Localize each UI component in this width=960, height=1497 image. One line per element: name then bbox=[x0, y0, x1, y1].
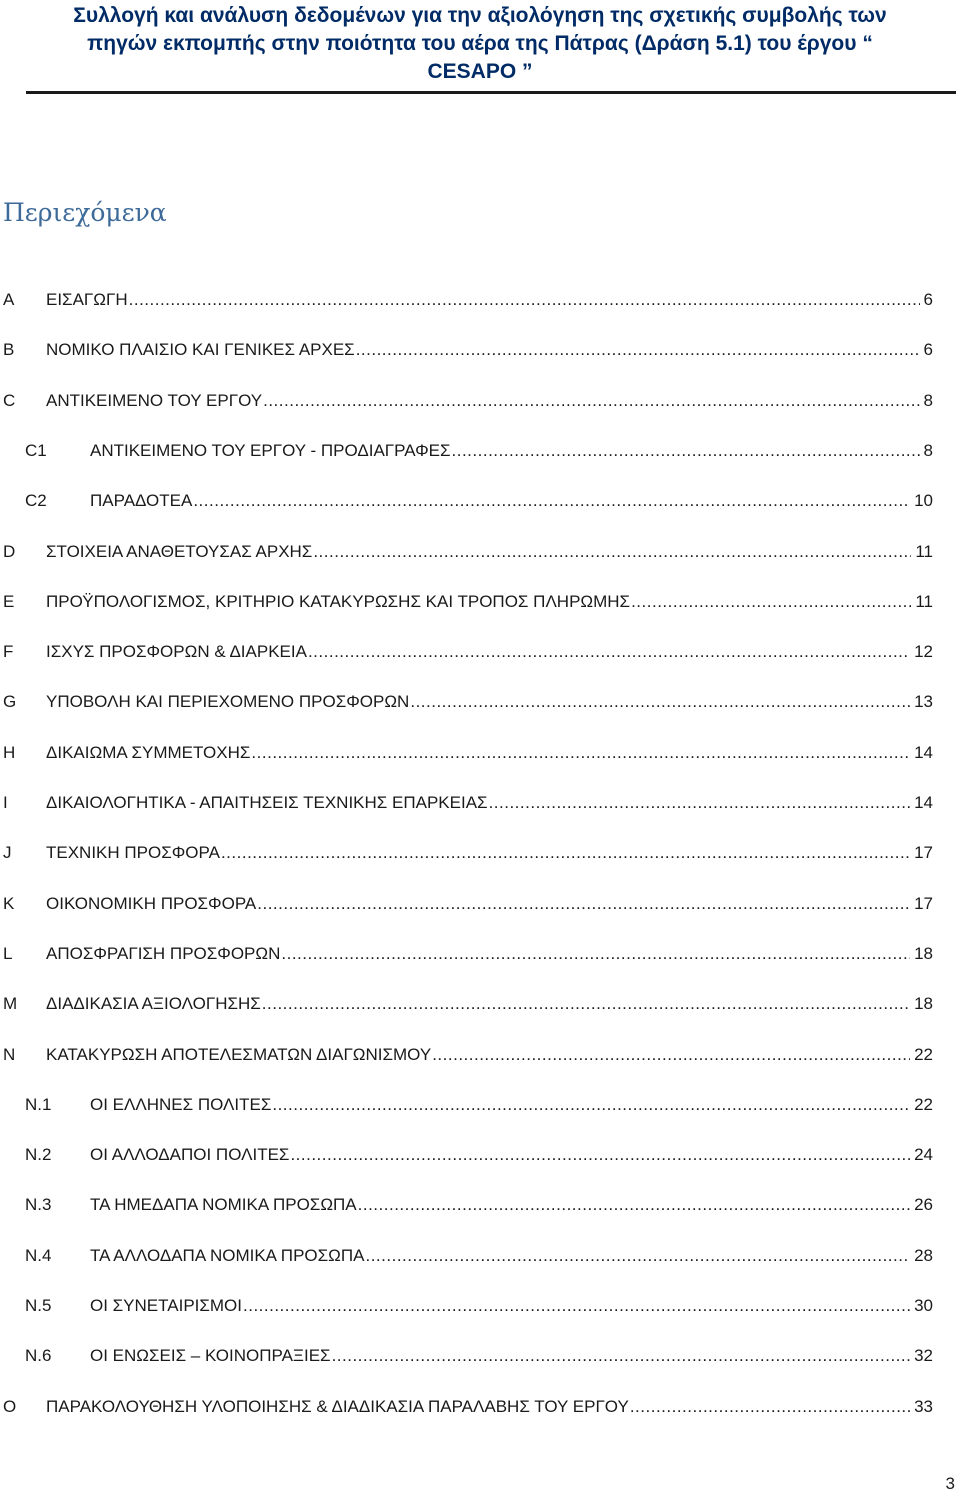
toc-entry-line bbox=[90, 1244, 933, 1268]
toc-dot-leader bbox=[630, 1395, 910, 1419]
toc-dot-leader bbox=[313, 540, 911, 564]
toc-entry-page-number: 22 bbox=[914, 1045, 933, 1064]
toc-entry-page-number: 18 bbox=[914, 994, 933, 1013]
toc-entry-code: N.1 bbox=[25, 1095, 52, 1114]
toc-entry-line bbox=[90, 1344, 933, 1368]
toc-entry-code: C bbox=[3, 391, 16, 410]
toc-entry-code: N bbox=[3, 1045, 16, 1064]
toc-entry-title: ΤΑ ΑΛΛΟΔΑΠΑ ΝΟΜΙΚΑ ΠΡΟΣΩΠΑ bbox=[90, 1246, 365, 1265]
toc-entry-code: D bbox=[3, 542, 16, 561]
toc-entry[interactable] bbox=[0, 690, 960, 714]
toc-entry[interactable] bbox=[0, 1143, 960, 1167]
toc-entry-title: ΟΙ ΑΛΛΟΔΑΠΟΙ ΠΟΛΙΤΕΣ bbox=[90, 1145, 290, 1164]
toc-entry-title: ΙΣΧΥΣ ΠΡΟΣΦΟΡΩΝ & ΔΙΑΡΚΕΙΑ bbox=[46, 642, 307, 661]
toc-entry-line bbox=[46, 640, 933, 664]
toc-entry[interactable] bbox=[0, 640, 960, 664]
toc-entry-title: ΑΠΟΣΦΡΑΓΙΣΗ ΠΡΟΣΦΟΡΩΝ bbox=[46, 944, 281, 963]
toc-dot-leader bbox=[452, 439, 920, 463]
toc-entry-page-number: 32 bbox=[914, 1346, 933, 1365]
toc-entry-code: B bbox=[3, 340, 15, 359]
toc-entry-line bbox=[46, 1395, 933, 1419]
toc-dot-leader bbox=[257, 892, 910, 916]
toc-entry-code: O bbox=[3, 1397, 17, 1416]
toc-dot-leader bbox=[358, 1193, 910, 1217]
toc-dot-leader bbox=[129, 288, 920, 312]
toc-dot-leader bbox=[193, 489, 910, 513]
toc-entry-title: ΤΕΧΝΙΚΗ ΠΡΟΣΦΟΡΑ bbox=[46, 843, 220, 862]
toc-entry[interactable] bbox=[0, 338, 960, 362]
toc-entry-page-number: 30 bbox=[914, 1296, 933, 1315]
toc-entry-code: N.6 bbox=[25, 1346, 52, 1365]
toc-entry-line bbox=[46, 992, 933, 1016]
toc-entry[interactable] bbox=[0, 741, 960, 765]
toc-entry-page-number: 6 bbox=[923, 290, 933, 309]
toc-dot-leader bbox=[272, 1093, 910, 1117]
toc-entry-code: F bbox=[3, 642, 14, 661]
document-title-line-3: CESAPO ” bbox=[427, 60, 533, 83]
toc-entry[interactable] bbox=[0, 841, 960, 865]
toc-entry-code: M bbox=[3, 994, 18, 1013]
toc-entry-title: ΠΡΟΫΠΟΛΟΓΙΣΜΟΣ, ΚΡΙΤΗΡΙΟ ΚΑΤΑΚΥΡΩΣΗΣ ΚΑΙ ΤΡΟΠΟΣ ΠΛΗΡΩΜΗΣ bbox=[46, 592, 631, 611]
toc-entry-code: E bbox=[3, 592, 15, 611]
toc-dot-leader bbox=[631, 590, 911, 614]
toc-entry-title: ΝΟΜΙΚΟ ΠΛΑΙΣΙΟ ΚΑΙ ΓΕΝΙΚΕΣ ΑΡΧΕΣ bbox=[46, 340, 355, 359]
toc-entry-page-number: 10 bbox=[914, 491, 933, 510]
toc-entry-title: ΔΙΚΑΙΟΛΟΓΗΤΙΚΑ - ΑΠΑΙΤΗΣΕΙΣ ΤΕΧΝΙΚΗΣ ΕΠΑΡΚΕΙΑΣ bbox=[46, 793, 488, 812]
toc-entry-title: ΟΙ ΕΛΛΗΝΕΣ ΠΟΛΙΤΕΣ bbox=[90, 1095, 272, 1114]
toc-entry-line bbox=[90, 1143, 933, 1167]
toc-entry-line bbox=[90, 1193, 933, 1217]
toc-entry-title: ΤΑ ΗΜΕΔΑΠΑ ΝΟΜΙΚΑ ΠΡΟΣΩΠΑ bbox=[90, 1195, 357, 1214]
toc-entry[interactable] bbox=[0, 389, 960, 413]
toc-entry[interactable] bbox=[0, 1395, 960, 1419]
toc-entry-code: N.2 bbox=[25, 1145, 52, 1164]
toc-entry-code: N.3 bbox=[25, 1195, 52, 1214]
toc-dot-leader bbox=[489, 791, 911, 815]
toc-dot-leader bbox=[290, 1143, 910, 1167]
toc-entry-page-number: 24 bbox=[914, 1145, 933, 1164]
toc-entry-line bbox=[46, 690, 933, 714]
toc-entry[interactable] bbox=[0, 1344, 960, 1368]
toc-entry-code: J bbox=[3, 843, 12, 862]
toc-entry-page-number: 22 bbox=[914, 1095, 933, 1114]
toc-entry-line bbox=[46, 892, 933, 916]
toc-entry-page-number: 11 bbox=[915, 542, 933, 561]
toc-entry[interactable] bbox=[0, 288, 960, 312]
toc-dot-leader bbox=[281, 942, 910, 966]
document-title-line-1: Συλλογή και ανάλυση δεδομένων για την αξιολόγηση της σχετικής συμβολής των bbox=[73, 4, 887, 27]
toc-entry-code: N.4 bbox=[25, 1246, 52, 1265]
toc-entry-line bbox=[90, 489, 933, 513]
toc-entry-page-number: 28 bbox=[914, 1246, 933, 1265]
toc-entry[interactable] bbox=[0, 892, 960, 916]
toc-entry-line bbox=[46, 791, 933, 815]
toc-entry-line bbox=[46, 841, 933, 865]
toc-entry-title: ΔΙΑΔΙΚΑΣΙΑ ΑΞΙΟΛΟΓΗΣΗΣ bbox=[46, 994, 261, 1013]
toc-entry-title: ΑΝΤΙΚΕΙΜΕΝΟ ΤΟΥ ΕΡΓΟΥ - ΠΡΟΔΙΑΓΡΑΦΕΣ bbox=[90, 441, 451, 460]
toc-entry-code: G bbox=[3, 692, 17, 711]
toc-dot-leader bbox=[308, 640, 910, 664]
toc-entry-page-number: 14 bbox=[914, 743, 933, 762]
toc-entry[interactable] bbox=[0, 1244, 960, 1268]
document-title-line-2: πηγών εκπομπής στην ποιότητα του αέρα της Πάτρας (Δράση 5.1) του έργου “ bbox=[87, 32, 873, 55]
toc-dot-leader bbox=[251, 741, 910, 765]
toc-dot-leader bbox=[365, 1244, 910, 1268]
toc-entry-title: ΑΝΤΙΚΕΙΜΕΝΟ ΤΟΥ ΕΡΓΟΥ bbox=[46, 391, 263, 410]
toc-entry-page-number: 13 bbox=[914, 692, 933, 711]
toc-entry[interactable] bbox=[0, 1294, 960, 1318]
toc-entry[interactable] bbox=[0, 992, 960, 1016]
toc-entry-page-number: 17 bbox=[914, 894, 933, 913]
toc-dot-leader bbox=[263, 389, 919, 413]
toc-entry-title: ΣΤΟΙΧΕΙΑ ΑΝΑΘΕΤΟΥΣΑΣ ΑΡΧΗΣ bbox=[46, 542, 313, 561]
toc-entry-line bbox=[90, 439, 933, 463]
toc-entry-line bbox=[46, 288, 933, 312]
toc-entry-line bbox=[46, 338, 933, 362]
toc-entry-line bbox=[46, 942, 933, 966]
toc-entry-code: A bbox=[3, 290, 15, 309]
toc-entry-title: ΔΙΚΑΙΩΜΑ ΣΥΜΜΕΤΟΧΗΣ bbox=[46, 743, 251, 762]
toc-entry-code: I bbox=[3, 793, 8, 812]
toc-dot-leader bbox=[221, 841, 910, 865]
toc-entry-code: C1 bbox=[25, 441, 47, 460]
toc-entry-title: ΚΑΤΑΚΥΡΩΣΗ ΑΠΟΤΕΛΕΣΜΑΤΩΝ ΔΙΑΓΩΝΙΣΜΟΥ bbox=[46, 1045, 432, 1064]
toc-entry[interactable] bbox=[0, 590, 960, 614]
toc-entry[interactable] bbox=[0, 439, 960, 463]
toc-entry-page-number: 18 bbox=[914, 944, 933, 963]
toc-dot-leader bbox=[332, 1344, 911, 1368]
toc-entry-page-number: 8 bbox=[923, 391, 933, 410]
toc-dot-leader bbox=[356, 338, 920, 362]
toc-entry[interactable] bbox=[0, 540, 960, 564]
toc-entry-code: H bbox=[3, 743, 16, 762]
toc-dot-leader bbox=[432, 1043, 910, 1067]
toc-heading: Περιεχόμενα bbox=[3, 198, 167, 227]
toc-entry-line bbox=[90, 1294, 933, 1318]
toc-dot-leader bbox=[410, 690, 910, 714]
toc-entry-title: ΠΑΡΑΔΟΤΕΑ bbox=[90, 491, 193, 510]
toc-entry[interactable] bbox=[0, 942, 960, 966]
toc-entry-line bbox=[46, 389, 933, 413]
toc-entry-code: N.5 bbox=[25, 1296, 52, 1315]
toc-entry-line bbox=[46, 540, 933, 564]
toc-entry-page-number: 8 bbox=[923, 441, 933, 460]
toc-dot-leader bbox=[262, 992, 910, 1016]
toc-entry-code: L bbox=[3, 944, 13, 963]
toc-entry-line bbox=[46, 590, 933, 614]
page-number: 3 bbox=[945, 1474, 955, 1493]
toc-dot-leader bbox=[243, 1294, 910, 1318]
toc-entry-code: C2 bbox=[25, 491, 47, 510]
toc-entry-page-number: 12 bbox=[914, 642, 933, 661]
toc-entry[interactable] bbox=[0, 1193, 960, 1217]
toc-entry-title: ΕΙΣΑΓΩΓΗ bbox=[46, 290, 128, 309]
toc-entry-line bbox=[46, 1043, 933, 1067]
toc-entry-title: ΠΑΡΑΚΟΛΟΥΘΗΣΗ ΥΛΟΠΟΙΗΣΗΣ & ΔΙΑΔΙΚΑΣΙΑ ΠΑΡΑΛΑΒΗΣ ΤΟΥ ΕΡΓΟΥ bbox=[46, 1397, 629, 1416]
toc-entry[interactable] bbox=[0, 791, 960, 815]
toc-entry[interactable] bbox=[0, 489, 960, 513]
toc-entry-page-number: 17 bbox=[914, 843, 933, 862]
toc-entry-title: ΥΠΟΒΟΛΗ ΚΑΙ ΠΕΡΙΕΧΟΜΕΝΟ ΠΡΟΣΦΟΡΩΝ bbox=[46, 692, 410, 711]
toc-entry-title: ΟΙ ΕΝΩΣΕΙΣ – ΚΟΙΝΟΠΡΑΞΙΕΣ bbox=[90, 1346, 331, 1365]
toc-entry-page-number: 6 bbox=[923, 340, 933, 359]
toc-entry-page-number: 26 bbox=[914, 1195, 933, 1214]
toc-entry[interactable] bbox=[0, 1093, 960, 1117]
toc-entry-page-number: 33 bbox=[914, 1397, 933, 1416]
toc-entry-page-number: 14 bbox=[914, 793, 933, 812]
toc-entry-page-number: 11 bbox=[915, 592, 933, 611]
toc-entry-line bbox=[46, 741, 933, 765]
toc-entry[interactable] bbox=[0, 1043, 960, 1067]
toc-entry-code: K bbox=[3, 894, 15, 913]
toc-entry-line bbox=[90, 1093, 933, 1117]
toc-entry-title: ΟΙΚΟΝΟΜΙΚΗ ΠΡΟΣΦΟΡΑ bbox=[46, 894, 257, 913]
toc-entry-title: ΟΙ ΣΥΝΕΤΑΙΡΙΣΜΟΙ bbox=[90, 1296, 242, 1315]
